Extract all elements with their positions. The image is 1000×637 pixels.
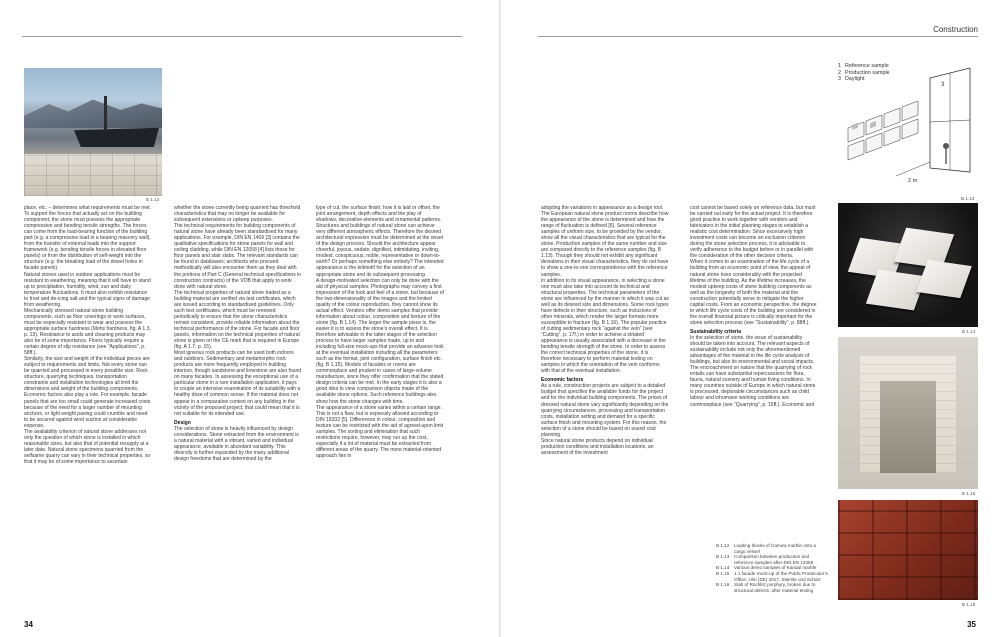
paragraph: adopting the variations in appearance as a design tool.: [541, 205, 664, 211]
caption-row: B 1.13 Comparison between production and reference samples after DIN EN 12058: [716, 554, 814, 565]
paragraph: In the selection of stone, the issue of sustainability should be taken into account. The relevant aspects of sustainability include not only the aforementioned advantages of the material in the life cycle analysis of buildings, but also its environmental and social impacts. The encroachment on nature that the quarrying of rock entails can have substantial repercussions for flora, fauna, natural scenery and human living conditions. In many countries outside of Europe in which natural stone is processed, deplorable circumstances such as child labour and inhumane working conditions are commonplace (see “Quarrying”, p. 15ff.). Economic and: [690, 334, 816, 408]
caption-row: B 1.16 Slab of Rochlitz porphyry, broken due to structural defects, after material testing: [716, 582, 816, 593]
header-rule-left: [22, 36, 462, 37]
paragraph: type of cut, the surface finish, how it is laid or offset, the joint arrangement, depth effects and the play of shadows, decorative elements and ornamental patterns.: [316, 205, 442, 224]
svg-text:3: 3: [941, 82, 945, 88]
subheading-economic-factors: Economic factors: [541, 377, 584, 384]
subheading-design: Design: [174, 419, 191, 426]
svg-text:2 m: 2 m: [908, 178, 918, 184]
text-column-5: [690, 205, 818, 408]
page-number-right: 35: [967, 620, 976, 629]
paragraph: As a rule, construction projects are subject to a detailed budget that specifies the available funds for the project and for the individual building components. The prices of dressed natural stone vary significantly depending on the quarrying circumstances, processing and transportation costs, installation setting and demand for a specific surface finish and mounting system. For this reason, the selection of a stone should be based on sound cost planning.: [541, 383, 669, 438]
paragraph: place, etc. – determines what requirements must be met.: [24, 205, 152, 211]
paragraph: Similarly, the size and weight of the individual pieces are subject to requirements and limits. Not every stone can be quarried and processed in every possible size. Rock structure, quarrying techniques, transportation constraints and installation technologies all limit the dimensions and weight of the building components. Economic factors also play a role. For example, facade panels that are too small could generate increased costs because of the need for a larger number of mounting anchors, or light weight paving could crumble and need to be secured against wind suction at considerable expense.: [24, 356, 151, 429]
figure-label-b116: B 1.16: [962, 602, 976, 607]
text-column-2: [174, 205, 302, 462]
figure-captions: [716, 543, 828, 593]
legend-item: 3 Daylight: [838, 76, 865, 83]
paragraph: The selection of stone is heavily influenced by design considerations. Stone extracted from the environment is a natural material with a vibrant, varied and individual appearance, available in abundant variability. This diversity is further expanded by the many additional design freedoms that are determined by the: [174, 425, 299, 462]
legend-item: 1 Reference sample: [838, 63, 889, 69]
paragraph: cost cannot be based solely on reference data, but must be carried out early for the actual project. It is therefore good practice to work together with vendors and fabricators in the initial planning stages to establish a realistic cost determination. Since excessively high investment costs can become an exclusion criterion during the stone selection process, it is advisable to verify adherence to the budget before or in parallel with the consideration of the other decision criteria.: [690, 205, 816, 260]
sample-slab: [916, 260, 972, 298]
paragraph: When it comes to an examination of the life cycle of a building from an economic point of view, the appeal of natural stone rises considerably with the projected lifetime of the building. As the lifetime increases, the modest upkeep costs of stone building components as well as the longevity of both the material and the construction potentially serve to mitigate the higher capital costs. From an economic perspective, the degree to which life cycle costs of the building are considered in the overall financial picture is critically important for the stone selection process (see “Sustainability”, p. 88ff.).: [690, 259, 817, 326]
paragraph: Natural stones used in outdoor applications must be resistant to weathering, meaning that it will have to stand up to precipitation, humidity, wind, sun and daily temperature fluctuations. It must also exhibit resistance to frost and de-icing salt and the typical signs of damage from weathering.: [24, 271, 151, 308]
page-number-left: 34: [24, 620, 33, 629]
caption-row: B 1.15 1:1 facade mock-up of the Public Prosecutor’s Office, Ulm (DE) 2017, Steimle und Schulz: [716, 570, 828, 582]
header-rule-right: [538, 36, 978, 37]
subheading-sustainability: Sustainability criteria: [690, 328, 742, 335]
paragraph: The European natural stone product norms describe how the appearance of the stone is determined and how the range of fluctuation is defined [6]. Several reference samples of uniform size, to be provided by the vendor, show all the visual characteristics that are typical for the stone. Production samples of the same number and size are compared directly to the reference samples (fig. B 1.13). Though they should not exhibit any significant deviations in their visual characteristics, they do not have to show a one-to-one correspondence with the reference samples.: [541, 211, 669, 278]
paragraph: The appearance of a stone varies within a certain range. This is not a flaw, but is expressly allowed according to DIN 18332 [5]. Differences in colour, composition and texture can be restricted with the aid of agreed-upon limit samples. The sorting and elimination that such restrictions require, however, may run up the cost, especially if a lot of material must be extracted from different areas of the quarry. The more material-oriented approach lies in: [316, 404, 444, 459]
book-gutter: [499, 0, 501, 637]
paragraph: Structures and buildings of natural stone can achieve very different atmospheric effects. Therefore the desired architectural expression must be determined at the onset of the design process. Should the architecture appear cheerful, joyous, sedate, dignified, intimidating, inviting, modest, conspicuous, noble, representative or down-to-earth? Or perhaps something else entirely? The intended appearance is the leitmotif for the selection of an appropriate stone and its subsequent processing.: [316, 223, 444, 278]
figure-label-b112: B 1.12: [146, 197, 160, 202]
sample-comparison-diagram: [838, 64, 978, 192]
paragraph: The technical requirements for building components of natural stone have already been standardised for many applications. For example, DIN EN 1469 [3] contains the qualitative specifications for stone panels for wall and ceiling cladding, while DIN EN 12058 [4] lists those for floor panels and stair slabs. The relevant standards can be found in databases; architects who proceed methodically will also encounter them as they deal with the portions of Part C (General technical specifications in construction contracts) of the VOB that apply to work done with natural stone.: [174, 223, 302, 290]
photo-porphyry-slab: [838, 500, 978, 600]
paragraph: The technical properties of natural stone traded as a building material are verified via test certificates, which are issued according to standardised guidelines. Only such test certificates, which must be renewed periodically to ensure that the stone characteristics remain consistent, provide reliable information about the technical performance of the stone. For facade and floor panels, information on the technical properties of natural stone is given on the CE mark that is required in Europe (fig. A 1.7, p. 15).: [174, 289, 300, 351]
paragraph: A design-motivated selection can only be done with the aid of physical samples. Photographs may convey a first impression of the look and feel of a stone, but because of the two-dimensionality of the images and the limited quality of the colour reproduction, they cannot show its actual effect. Vendors offer demo samples that provide information about colour, composition and texture of the stone (fig. B 1.14). The larger the sample piece is, the easier it is to assess the stone’s overall effect. It is therefore advisable in the latter stages of the selection process to have larger samples made, up to and including full-size mock-ups that provide an advance look at the eventual installation including all the parameters such as the format, joint configuration, surface finish etc. (fig. B 1.15). Models of facades or rooms are commonplace and prudent in cases of large-volume manufacture, since they offer confirmation that the stated design criteria can be met. In the early stages it is also a good idea to view comparison objects made of the available stone options. Such reference buildings also show how the stone changes with time.: [316, 277, 444, 405]
figure-label-b115: B 1.15: [962, 491, 976, 496]
photo-facade-mockup: [838, 337, 978, 489]
figure-label-b113: B 1.13: [961, 196, 975, 201]
text-column-4: [541, 205, 669, 456]
text-column-1: [24, 205, 152, 465]
figure-label-b114: B 1.14: [962, 329, 976, 334]
photo-marble-loading: [24, 68, 162, 196]
photo-demo-samples: [838, 203, 978, 327]
text-column-3: [316, 205, 444, 459]
facade-opening: [880, 381, 936, 473]
paragraph: To support the forces that actually act on the building component, the stone must possess the appropriate compression and bending tensile strengths. The forces can come from the load-bearing function of the building part (e.g. a compressive load in a bearing masonry wall), from the transfer of external loads into the support framework (e.g. bending tensile forces in elevated floor panels) or from the distribution of self-weight into the structure (e.g. the breaking load of the dowel holes in facade panels).: [24, 211, 151, 272]
paragraph: The availability criterion of natural stone addresses not only the question of which stone is installed in which reasonable sizes, but also that of potential resupply at a later date. Natural stone specimens quarried from the selfsame quarry can vary in their technical properties, so that it may be of some importance to ascertain: [24, 428, 151, 465]
mountains: [24, 98, 162, 128]
paragraph: Mechanically stressed natural stone building components, such as floor coverings or work surfaces, must be especially resistant to wear and possess the appropriate surface hardness (Mohs hardness, fig. A 1.3, p. 13). Resistance to acids and cleaning products may also be of some importance. Floors typically require a certain degree of slip resistance (see “Applications”, p. 58ff.).: [24, 307, 151, 357]
paragraph: Most igneous rock products can be used both indoors and outdoors. Sedimentary and metamorphic rock products are more frequently employed in building interiors, though sandstone and limestone are also found on many facades. In assessing the exceptional use of a particular stone in a rare installation application, it pays to couple an intensive examination of its suitability with a healthy dose of common sense. If the material does not appear in a comparative context on any building in the vicinity of the proposed project, that could mean that it is not suitable for its intended use.: [174, 350, 302, 417]
marble-blocks: [24, 154, 162, 196]
paragraph: In addition to its visual appearance, in selecting a stone one must also take into account its technical and structural properties. The technical parameters of the stone are influenced by the manner in which it was cut as well as its desired size and dimensions. Some rock types have defects in their structure, such as inclusions of other minerals, which render the larger formats more susceptible to fracture (fig. B 1.16). The popular practice of cutting sedimentary rock “against the vein” (see “Cutting”, p. 17f.) in order to achieve a striated appearance is usually associated with a decrease in the bending tensile strength of the stone. In order to assess the correct technical properties of the stone, it is therefore necessary to perform material testing on samples in which the orientation of the vein conforms with that of the eventual installation.: [541, 277, 669, 375]
section-title: Construction: [933, 25, 978, 34]
caption-row: B 1.14 Various demo samples of Kandal marble: [716, 565, 817, 571]
caption-row: B 1.12 Loading blocks of Carrara marble onto a cargo vessel: [716, 543, 816, 554]
legend-item: 2 Production sample: [838, 69, 890, 76]
paragraph: whether the stone currently being quarried has threshold characteristics that may no longer be available for subsequent extensions or upkeep purposes.: [174, 205, 301, 224]
paragraph: Since natural stone products depend on individual production conditions and installation locations, an assessment of the investment: [541, 437, 654, 456]
